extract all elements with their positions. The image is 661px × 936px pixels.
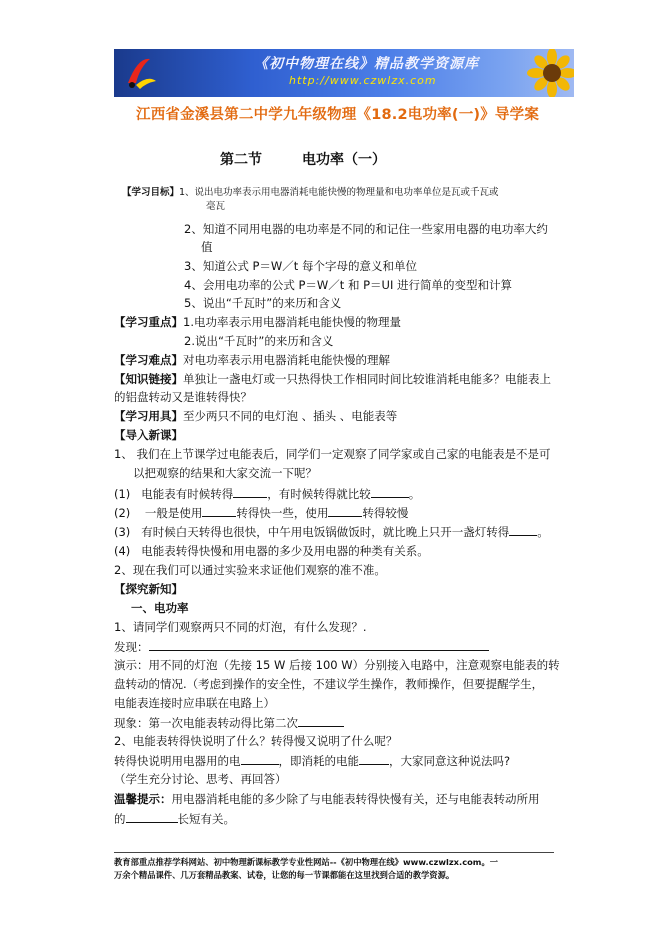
blank-1[interactable] xyxy=(233,486,267,498)
explore-phenomenon: 现象：第一次电能表转动得比第二次 xyxy=(114,715,344,730)
tip-line: 温馨提示：用电器消耗电能的多少除了与电能表转得快慢有关，还与电能表转动所用 xyxy=(114,792,540,806)
explore-demo-2: 盘转动的情况.（考虑到操作的安全性，不建议学生操作，教师操作，但要提醒学生， xyxy=(114,677,544,691)
explore-q3: 转得快说明用电器用的电 ，即消耗的电能 ，大家同意这种说法吗? xyxy=(114,754,511,768)
focus-line-2: 2.说出“千瓦时”的来历和含义 xyxy=(184,334,334,348)
tip-line-2: 的 长短有关。 xyxy=(114,812,235,826)
goal-2-cont: 值 xyxy=(201,240,213,254)
goal-3-line: 3、知道公式 P＝W／t 每个字母的意义和单位 xyxy=(184,259,417,273)
blank-7[interactable] xyxy=(359,753,389,765)
intro-item-2: (2) 一般是使用 转得快一些，使用 转得较慢 xyxy=(114,506,409,520)
explore-q1: 1、请同学们观察两只不同的灯泡，有什么发现？. xyxy=(114,620,367,634)
intro-p2: 2、现在我们可以通过实验来求证他们观察的准不准。 xyxy=(114,563,386,577)
goal-4-line: 4、会用电功率的公式 P＝W／t 和 P＝UI 进行简单的变型和计算 xyxy=(184,278,512,292)
banner-url[interactable]: http://www.czwlzx.com xyxy=(289,74,437,87)
blank-found[interactable] xyxy=(149,639,489,651)
document-title: 江西省金溪县第二中学九年级物理《18.2电功率(一)》导学案 xyxy=(136,107,540,123)
explore-q2: 2、电能表转得快说明了什么？转得慢又说明了什么呢？ xyxy=(114,734,398,748)
link-line: 【知识链接】单独让一盏电灯或一只热得快工作相同时间比较谁消耗电能多？电能表上 xyxy=(114,372,551,386)
explore-found: 发现： xyxy=(114,639,489,654)
explore-demo-1: 演示：用不同的灯泡（先接 15 W 后接 100 W）分别接入电路中，注意观察电能表的转 xyxy=(114,658,560,672)
intro-item-1: (1) 电能表有时候转得 ，有时候转得就比较 。 xyxy=(114,487,421,501)
footer-line-1: 教育部重点推荐学科网站、初中物理新课标教学专业性网站--《初中物理在线》www.czwlzx.com。一 xyxy=(114,857,499,867)
explore-demo-3: 电能表连接时应串联在电路上） xyxy=(114,696,275,710)
footer-line-2: 万余个精品课件、几万套精品教案、试卷，让您的每一节课都能在这里找到合适的教学资源。 xyxy=(114,870,455,880)
intro-heading: 【导入新课】 xyxy=(114,428,183,442)
explore-heading: 【探究新知】 xyxy=(114,582,183,596)
focus-line: 【学习重点】1.电功率表示用电器消耗电能快慢的物理量 xyxy=(114,315,401,329)
banner-title: 《初中物理在线》精品教学资源库 xyxy=(254,56,479,72)
intro-p1-cont: 以把观察的结果和大家交流一下呢？ xyxy=(133,466,317,480)
goal-5-line: 5、说出“千瓦时”的来历和含义 xyxy=(184,296,342,310)
blank-2[interactable] xyxy=(371,486,409,498)
blank-4[interactable] xyxy=(328,505,362,517)
logo-icon xyxy=(120,53,160,93)
sunflower-icon xyxy=(514,49,574,97)
intro-item-4: (4) 电能表转得快慢和用电器的多少及用电器的种类有关系。 xyxy=(114,544,429,558)
explore-subheading: 一、电功率 xyxy=(131,601,189,615)
goal-2-line: 2、知道不同用电器的电功率是不同的和记住一些家用电器的电功率大约 xyxy=(184,222,548,236)
header-banner xyxy=(114,49,574,97)
blank-6[interactable] xyxy=(241,753,279,765)
footer-divider xyxy=(114,852,554,853)
blank-phenomenon[interactable] xyxy=(298,715,344,727)
intro-item-3: (3) 有时候白天转得也很快，中午用电饭锅做饭时，就比晚上只开一盏灯转得 。 xyxy=(114,525,549,539)
blank-3[interactable] xyxy=(202,505,236,517)
footer xyxy=(114,856,498,882)
goal-1-cont: 毫瓦 xyxy=(206,201,226,212)
blank-5[interactable] xyxy=(509,524,537,536)
link-line-2: 的铝盘转动又是谁转得快？ xyxy=(114,390,252,404)
intro-p1: 1、 我们在上节课学过电能表后，同学们一定观察了同学家或自己家的电能表是不是可 xyxy=(114,447,551,461)
explore-q4: （学生充分讨论、思考、再回答） xyxy=(114,772,287,786)
tools-line: 【学习用具】至少两只不同的电灯泡 、插头 、电能表等 xyxy=(114,409,398,423)
goal-1-line: 【学习目标】1、说出电功率表示用电器消耗电能快慢的物理量和电功率单位是瓦或千瓦或 xyxy=(122,187,499,198)
difficulty-line: 【学习难点】对电功率表示用电器消耗电能快慢的理解 xyxy=(114,353,390,367)
section-number: 第二节 xyxy=(220,152,262,168)
section-title xyxy=(220,149,386,169)
section-name: 电功率（一） xyxy=(302,152,386,168)
blank-8[interactable] xyxy=(126,811,178,823)
